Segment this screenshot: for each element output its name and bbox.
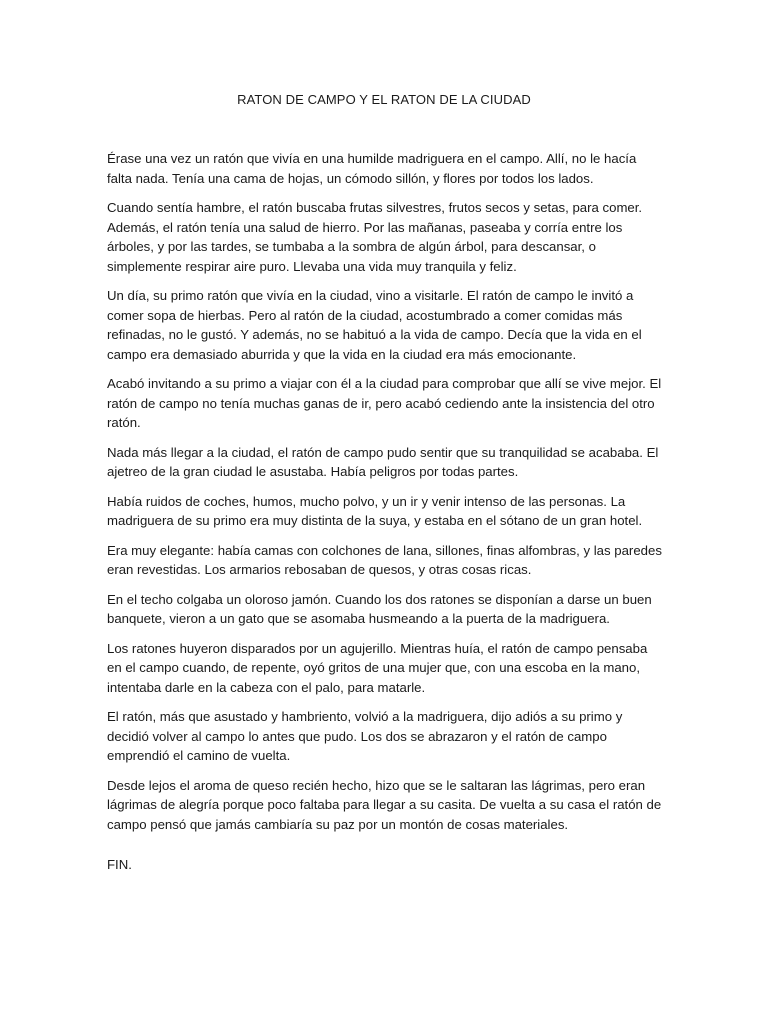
paragraph: Había ruidos de coches, humos, mucho polvo, y un ir y venir intenso de las personas. La madriguera de su primo era muy distinta de la suya, y estaba en el sótano de un gran hotel. — [107, 493, 643, 528]
paragraph: Era muy elegante: había camas con colchones de lana, sillones, finas alfombras, y las paredes eran revestidas. Los armarios rebosaban de quesos, y otras cosas ricas. — [107, 542, 662, 577]
paragraph: Acabó invitando a su primo a viajar con él a la ciudad para comprobar que allí se vive mejor. El ratón de campo no tenía muchas ganas de ir, pero acabó cediendo ante la insistencia del otro ratón. — [107, 376, 662, 430]
ending-text: FIN. — [107, 857, 132, 872]
document-title: RATON DE CAMPO Y EL RATON DE LA CIUDAD — [237, 92, 531, 107]
paragraph: En el techo colgaba un oloroso jamón. Cuando los dos ratones se disponían a darse un buen banquete, vieron a un gato que se asomaba husmeando a la puerta de la madriguera. — [107, 591, 652, 626]
paragraph: El ratón, más que asustado y hambriento, volvió a la madriguera, dijo adiós a su primo y decidió volver al campo lo antes que pudo. Los dos se abrazaron y el ratón de campo emprendió el camino de vuelta. — [107, 709, 623, 763]
paragraph: Desde lejos el aroma de queso recién hecho, hizo que se le saltaran las lágrimas, pero eran lágrimas de alegría porque poco faltaba para llegar a su casita. De vuelta a su casa el ratón de campo pensó que jamás cambiaría su paz por un montón de cosas materiales. — [107, 777, 662, 832]
paragraph: Cuando sentía hambre, el ratón buscaba frutas silvestres, frutos secos y setas, para comer. Además, el ratón tenía una salud de hierro. Por las mañanas, paseaba y corría entre los árboles, y por las tardes, se tumbaba a la sombra de algún árbol, para descansar, o simplemente respirar aire puro. Llevaba una vida muy tranquila y feliz. — [107, 200, 643, 274]
paragraph: Un día, su primo ratón que vivía en la ciudad, vino a visitarle. El ratón de campo le invitó a comer sopa de hierbas. Pero al ratón de la ciudad, acostumbrado a comer comidas más refinadas, no le gustó. Y además, no se habituó a la vida de campo. Decía que la vida en el campo era demasiado aburrida y que la vida en la ciudad era más emocionante. — [107, 288, 642, 362]
paragraph: Los ratones huyeron disparados por un agujerillo. Mientras huía, el ratón de campo pensaba en el campo cuando, de repente, oyó gritos de una mujer que, con una escoba en la mano, intentaba darle en la cabeza con el palo, para matarle. — [107, 640, 648, 695]
paragraph: Érase una vez un ratón que vivía en una humilde madriguera en el campo. Allí, no le hacía falta nada. Tenía una cama de hojas, un cómodo sillón, y flores por todos los lados. — [107, 151, 637, 186]
paragraph: Nada más llegar a la ciudad, el ratón de campo pudo sentir que su tranquilidad se acababa. El ajetreo de la gran ciudad le asustaba. Había peligros por todas partes. — [107, 444, 659, 479]
document-body — [107, 149, 663, 844]
